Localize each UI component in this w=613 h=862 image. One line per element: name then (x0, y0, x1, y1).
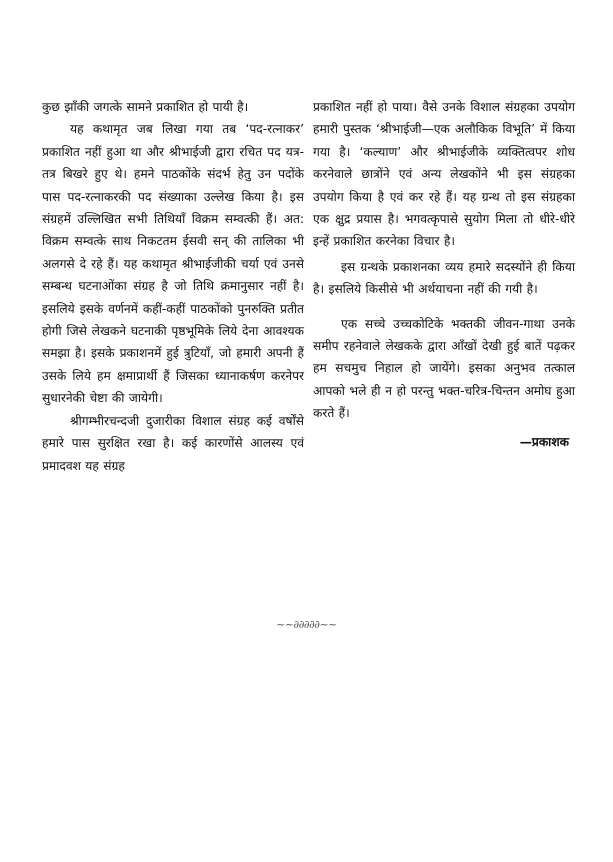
right-column (313, 96, 575, 453)
left-paragraph-3: श्रीगम्भीरचन्दजी दुजारीका विशाल संग्रह कई वर्षोंसे हमारे पास सुरक्षित रखा है। कई कारणोंसे आलस्य एवं प्रमादवश यह संग्रह (42, 413, 304, 473)
right-paragraph-2: इस ग्रन्थके प्रकाशनका व्यय हमारे सदस्योंने ही किया है। इसलिये किसीसे भी अर्थयाचना नहीं की गयी है। (313, 259, 575, 297)
left-column (42, 96, 304, 477)
publisher-signature: —प्रकाशक (519, 434, 569, 449)
left-paragraph-2: यह कथामृत जब लिखा गया तब ‘पद-रत्नाकर’ प्रकाशित नहीं हुआ था और श्रीभाईजी द्वारा रचित पद यत्र-तत्र बिखरे हुए थे। हमने पाठकोंके संदर्भ हेतु उन पदोंके पास पद-रत्नाकरकी पद संख्याका उल्लेख किया है। इस संग्रहमें उल्लिखित सभी तिथियाँ विक्रम सम्वत्की हैं। अत: विक्रम सम्वत्के साथ निकटतम ईसवी सन् की तालिका भी अलगसे दे रहे हैं। यह कथामृत श्रीभाईजीकी चर्या एवं उनसे सम्बन्ध घटनाओंका संग्रह है जो तिथि क्रमानुसार नहीं है। इसलिये इसके वर्णनमें कहीं-कहीं पाठकोंको पुनरुक्ति प्रतीत होगी जिसे लेखकने घटनाकी पृष्ठभूमिके लिये देना आवश्यक समझा है। इसके प्रकाशनमें हुई त्रुटियाँ, जो हमारी अपनी हैं उसके लिये हम क्षमाप्रार्थी हैं जिसका ध्यानाकर्षण करनेपर सुधारनेकी चेष्टा की जायेगी। (42, 122, 304, 406)
left-paragraph-1: कुछ झाँकी जगत्के सामने प्रकाशित हो पायी है। (42, 100, 249, 114)
right-paragraph-1: प्रकाशित नहीं हो पाया। वैसे उनके विशाल संग्रहका उपयोग हमारी पुस्तक ‘श्रीभाईजी—एक अलौकिक विभूति’ में किया गया है। ‘कल्याण’ और श्रीभाईजीके व्यक्तित्वपर शोध करनेवाले छात्रोंने एवं अन्य लेखकोंने भी इस संग्रहका उपयोग किया है एवं कर रहे हैं। यह ग्रन्थ तो इस संग्रहका एक क्षुद्र प्रयास है। भगवत्कृपासे सुयोग मिला तो धीरे-धीरे इन्हें प्रकाशित करनेका विचार है। (313, 100, 575, 249)
right-paragraph-3: एक सच्चे उच्चकोटिके भक्तकी जीवन-गाथा उनके समीप रहनेवाले लेखकके द्वारा आँखों देखी हुई बातें पढ़कर हम सचमुच निहाल हो जायेंगे। इसका अनुभव तत्काल आपको भले ही न हो परन्तु भक्त-चरित्र-चिन्तन अमोघ हुआ करते हैं। (313, 316, 575, 421)
decorative-ornament: ~~∂∂∂∂∂~~ (276, 618, 337, 631)
